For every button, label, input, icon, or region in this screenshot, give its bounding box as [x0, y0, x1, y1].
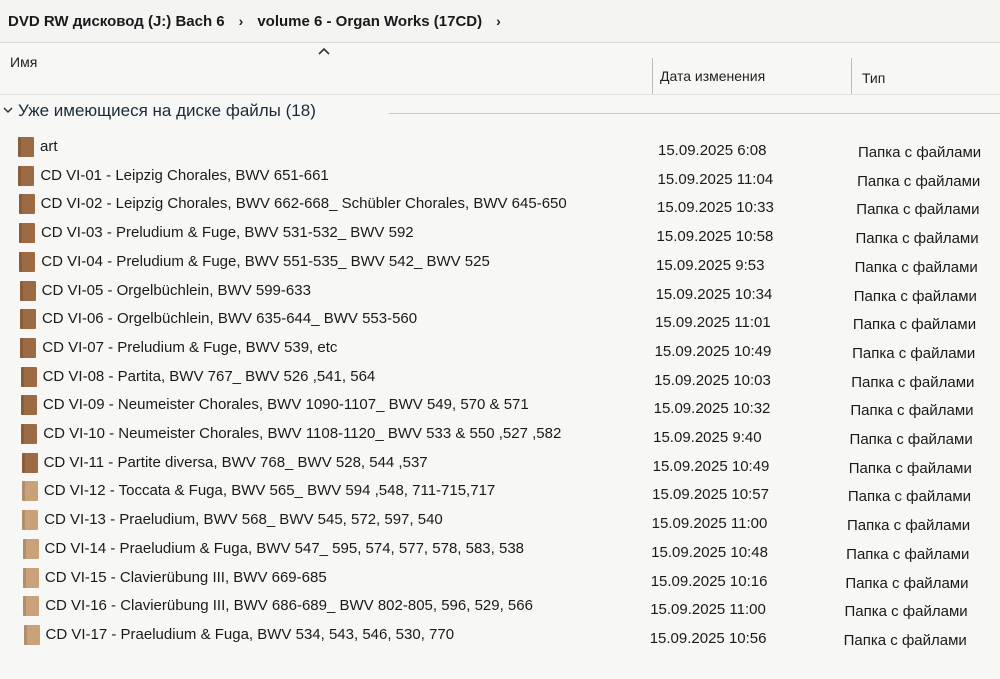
breadcrumb [0, 0, 1000, 43]
list-item[interactable] [0, 393, 1000, 420]
column-header-row [0, 42, 1000, 95]
file-type: Папка с файлами [855, 230, 979, 248]
list-item[interactable] [0, 336, 1000, 363]
file-date: 15.09.2025 10:33 [657, 199, 774, 217]
file-type: Папка с файлами [851, 373, 975, 391]
file-date: 15.09.2025 11:01 [655, 314, 771, 332]
folder-icon [22, 481, 38, 501]
file-date: 15.09.2025 10:16 [650, 572, 768, 590]
file-name: CD VI-11 - Partite diversa, BWV 768_ BWV 528, 544 ,537 [43, 453, 428, 471]
file-type: Папка с файлами [853, 287, 977, 305]
file-name: CD VI-10 - Neumeister Chorales, BWV 1108-1120_ BWV 533 & 550 ,527 ,582 [43, 425, 562, 442]
sort-ascending-icon [317, 44, 331, 58]
folder-icon [23, 539, 39, 559]
file-name: CD VI-05 - Orgelbüchlein, BWV 599-633 [41, 281, 311, 299]
folder-icon [21, 367, 37, 387]
column-header-type[interactable]: Тип [862, 70, 886, 86]
file-name: CD VI-03 - Preludium & Fuge, BWV 531-532_ BWV 592 [40, 224, 414, 242]
file-type: Папка с файлами [849, 431, 973, 448]
list-item[interactable] [0, 365, 1000, 392]
list-item[interactable] [0, 508, 1000, 535]
list-item[interactable] [0, 479, 1000, 506]
file-name: CD VI-13 - Praeludium, BWV 568_ BWV 545, 572, 597, 540 [44, 511, 443, 529]
breadcrumb-item-drive[interactable]: DVD RW дисковод (J:) Bach 6 [8, 12, 225, 30]
column-header-date[interactable]: Дата изменения [660, 68, 766, 84]
list-item[interactable] [0, 451, 1000, 478]
file-name: art [40, 138, 58, 155]
list-item[interactable] [0, 250, 1000, 277]
file-date: 15.09.2025 10:48 [651, 543, 768, 561]
chevron-down-icon [2, 104, 14, 116]
breadcrumb-item-folder[interactable]: volume 6 - Organ Works (17CD) [257, 12, 483, 30]
file-date: 15.09.2025 10:34 [655, 285, 773, 303]
folder-icon [23, 568, 39, 588]
file-name: CD VI-08 - Partita, BWV 767_ BWV 526 ,541, 564 [42, 367, 376, 385]
file-name: CD VI-07 - Preludium & Fuge, BWV 539, etc [42, 338, 338, 356]
folder-icon [24, 625, 40, 645]
file-type: Папка с файлами [856, 201, 980, 219]
file-name: CD VI-16 - Clavierübung III, BWV 686-689_ BWV 802-805, 596, 529, 566 [45, 597, 533, 615]
list-item[interactable] [0, 164, 1000, 191]
folder-icon [20, 309, 36, 329]
file-type: Папка с файлами [846, 545, 970, 563]
file-date: 15.09.2025 10:58 [656, 228, 774, 246]
file-type: Папка с файлами [845, 574, 969, 592]
folder-icon [20, 281, 36, 301]
file-type: Папка с файлами [848, 459, 972, 477]
folder-icon [22, 510, 38, 530]
file-name: CD VI-12 - Toccata & Fuga, BWV 565_ BWV 594 ,548, 711-715,717 [43, 482, 496, 500]
file-name: CD VI-14 - Praeludium & Fuga, BWV 547_ 595, 574, 577, 578, 583, 538 [44, 539, 525, 557]
file-type: Папка с файлами [847, 488, 972, 506]
folder-icon [18, 137, 34, 157]
file-date: 15.09.2025 9:40 [653, 429, 762, 446]
file-type: Папка с файлами [847, 517, 971, 535]
file-date: 15.09.2025 10:56 [649, 629, 767, 647]
file-type: Папка с файлами [858, 144, 982, 161]
list-item[interactable] [0, 594, 1000, 621]
column-header-name[interactable]: Имя [10, 54, 38, 70]
list-item[interactable] [0, 422, 1000, 449]
file-type: Папка с файлами [850, 402, 974, 420]
file-date: 15.09.2025 9:53 [656, 256, 765, 274]
file-date: 15.09.2025 11:00 [650, 601, 766, 619]
list-item[interactable] [0, 192, 1000, 219]
list-item[interactable] [0, 307, 1000, 334]
file-date: 15.09.2025 10:03 [654, 371, 771, 389]
file-date: 15.09.2025 10:57 [652, 486, 769, 504]
folder-icon [23, 596, 39, 616]
file-date: 15.09.2025 10:49 [652, 457, 770, 475]
group-divider [389, 113, 1000, 114]
file-name: CD VI-01 - Leipzig Chorales, BWV 651-661 [40, 166, 329, 184]
folder-icon [20, 338, 36, 358]
breadcrumb-separator-icon[interactable]: › [496, 13, 501, 29]
file-name: CD VI-15 - Clavierübung III, BWV 669-685 [44, 568, 327, 586]
folder-icon [19, 194, 35, 214]
breadcrumb-separator-icon[interactable]: › [238, 13, 244, 29]
list-item[interactable] [0, 537, 1000, 564]
file-date: 15.09.2025 11:00 [651, 515, 768, 533]
file-type: Папка с файлами [854, 258, 978, 276]
list-item[interactable] [0, 623, 1000, 650]
file-date: 15.09.2025 6:08 [658, 142, 767, 159]
folder-icon [21, 395, 37, 415]
file-name: CD VI-06 - Orgelbüchlein, BWV 635-644_ BWV 553-560 [41, 310, 418, 328]
file-date: 15.09.2025 11:04 [657, 170, 774, 188]
file-date: 15.09.2025 10:32 [653, 400, 771, 418]
list-item[interactable] [0, 279, 1000, 306]
list-item[interactable] [0, 221, 1000, 248]
file-name: CD VI-02 - Leipzig Chorales, BWV 662-668_ Schübler Chorales, BWV 645-650 [40, 195, 567, 213]
group-header[interactable] [0, 96, 1000, 130]
file-type: Папка с файлами [857, 172, 981, 190]
file-type: Папка с файлами [852, 316, 977, 334]
folder-icon [21, 424, 37, 444]
file-date: 15.09.2025 10:49 [654, 342, 772, 360]
file-name: CD VI-17 - Praeludium & Fuga, BWV 534, 543, 546, 530, 770 [45, 625, 455, 643]
folder-icon [19, 252, 35, 272]
file-type: Папка с файлами [852, 344, 976, 362]
file-type: Папка с файлами [843, 631, 967, 649]
list-item[interactable] [0, 566, 1000, 593]
group-label: Уже имеющиеся на диске файлы (18) [18, 101, 316, 120]
folder-icon [18, 166, 34, 186]
folder-icon [19, 223, 35, 243]
column-divider[interactable] [652, 58, 653, 94]
column-divider[interactable] [851, 58, 852, 94]
folder-icon [22, 453, 38, 473]
file-name: CD VI-09 - Neumeister Chorales, BWV 1090-1107_ BWV 549, 570 & 571 [42, 396, 529, 414]
list-item[interactable] [0, 135, 1000, 162]
file-name: CD VI-04 - Preludium & Fuge, BWV 551-535_ BWV 542_ BWV 525 [41, 252, 490, 270]
file-type: Папка с файлами [844, 603, 968, 621]
